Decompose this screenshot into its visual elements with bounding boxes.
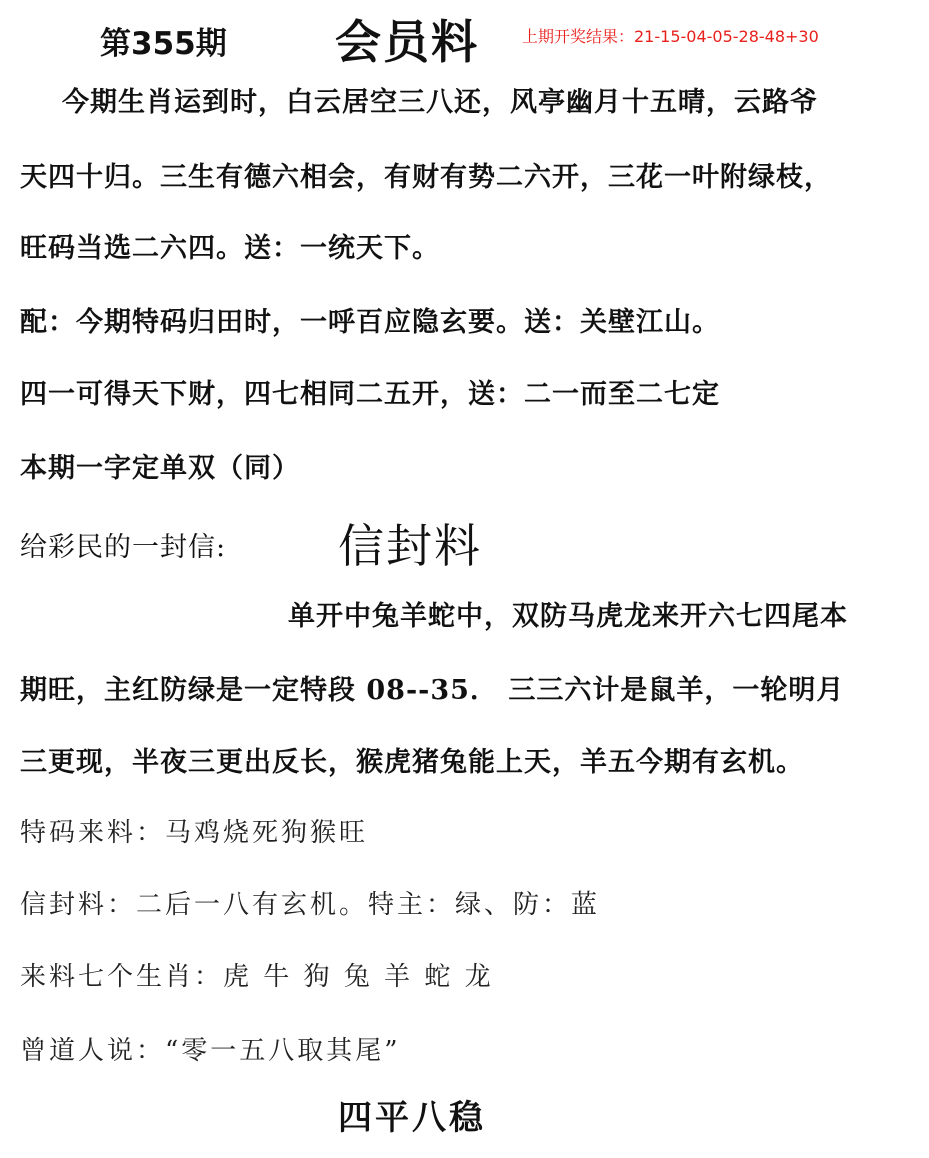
- poem-line-2: 天四十归。三生有德六相会，有财有势二六开，三花一叶附绿枝，: [20, 162, 832, 193]
- pairing-line: 配：今期特码归田时，一呼百应隐玄要。送：关壁江山。: [20, 307, 720, 338]
- letter-line-1: 单开中兔羊蛇中，双防马虎龙来开六七四尾本: [288, 601, 848, 632]
- wealth-line: 四一可得天下财，四七相同二五开，送：二一而至二七定: [20, 379, 720, 410]
- special-code-note: 特码来料：马鸡烧死狗猴旺: [20, 818, 369, 848]
- poem-line-3: 旺码当选二六四。送：一统天下。: [20, 233, 440, 264]
- single-word-line: 本期一字定单双（同）: [20, 453, 300, 484]
- saying-note: 曾道人说：“零一五八取其尾”: [20, 1036, 401, 1066]
- letter-line-2: 期旺，主红防绿是一定特段 08--35． 三三六计是鼠羊，一轮明月: [20, 675, 845, 706]
- letter-line-3: 三更现，半夜三更出反长，猴虎猪兔能上天，羊五今期有玄机。: [20, 747, 804, 778]
- envelope-note: 信封料：二后一八有玄机。特主：绿、防：蓝: [20, 890, 601, 920]
- issue-number: 第355期: [100, 26, 227, 62]
- envelope-title: 信封料: [338, 519, 482, 573]
- letter-label: 给彩民的一封信:: [20, 532, 227, 563]
- zodiac-note: 来料七个生肖：虎 牛 狗 兔 羊 蛇 龙: [20, 962, 494, 992]
- last-draw-result: 上期开奖结果：21-15-04-05-28-48+30: [522, 27, 819, 46]
- poem-line-1: 今期生肖运到时，白云居空三八还，风亭幽月十五晴，云路爷: [62, 87, 818, 118]
- footer-title: 四平八稳: [338, 1098, 486, 1138]
- page-title: 会员料: [335, 15, 479, 69]
